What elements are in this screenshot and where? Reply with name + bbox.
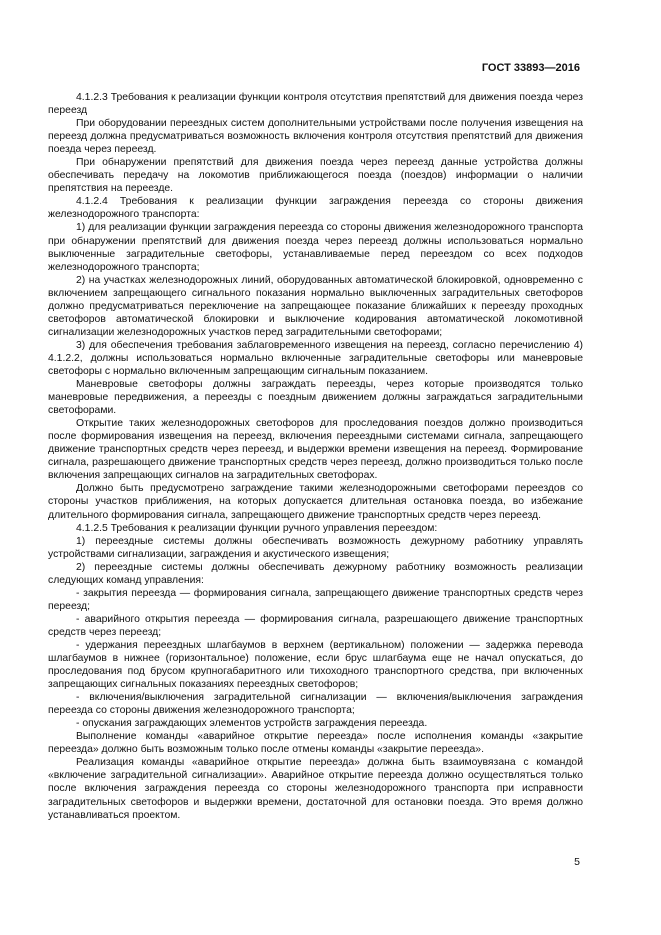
paragraph: 3) для обеспечения требования заблаговременного извещения на переезд, согласно перечислению 4) 4.1.2.2, должны использоваться нормально включенные заградительные светофоры или маневровые светофоры с нормально включенным запрещающим сигнальным показанием. [48, 339, 583, 377]
paragraph: 4.1.2.5 Требования к реализации функции ручного управления переездом: [76, 522, 438, 534]
list-item: - закрытия переезда — формирования сигнала, запрещающего движение транспортных средств через переезд; [48, 587, 583, 612]
list-item: - аварийного открытия переезда — формирования сигнала, разрешающего движение транспортных средств через переезд; [48, 613, 583, 638]
paragraph: Должно быть предусмотрено заграждение такими железнодорожными светофорами переездов со стороны участков приближения, на которых допускается длительная остановка поезда, во избежание длительного формирования сигнала, запрещающего движение транспортных средств через переезд. [48, 483, 583, 521]
paragraph: 4.1.2.3 Требования к реализации функции контроля отсутствия препятствий для движения поезда через переезд [48, 92, 583, 117]
paragraph: Маневровые светофоры должны заграждать переезды, через которые производятся только маневровые передвижения, а переезды с поездным движением должны заграждаться заградительными светофорами. [48, 379, 583, 417]
list-item: - удержания переездных шлагбаумов в верхнем (вертикальном) положении — задержка перевода шлагбаумов в нижнее (горизонтальное) положение, если брус шлагбаума еще не начал опускаться, до проследования под брусом крупногабаритного или тихоходного транспортного средства, при включенных запрещающих сигнальных показаниях переездных светофоров; [48, 639, 583, 691]
page-number: 5 [574, 856, 580, 868]
paragraph: Открытие таких железнодорожных светофоров для проследования поездов должно производиться после формирования извещения на переезд, включения переездными системами сигнала, запрещающего движение транспортных средств через переезд, и выдержки времени извещения на переезд. Формирование сигнала, разрешающего движение транспортных средств через переезд, должно производиться только после включения запрещающих сигналов на заградительных светофорах. [48, 418, 583, 482]
list-item: - включения/выключения заградительной сигнализации — включения/выключения заграждения переезда со стороны движения железнодорожного транспорта; [48, 692, 583, 717]
paragraph: 1) переездные системы должны обеспечивать возможность дежурному работнику управлять устройствами сигнализации, заграждения и акустического извещения; [48, 535, 583, 560]
paragraph: Реализация команды «аварийное открытие переезда» должна быть взаимоувязана с командой «включение заградительной сигнализации». Аварийное открытие переезда должно осуществляться только после включения заграждения переезда со стороны железнодорожного транспорта при исправности заградительных светофоров и выдержки времени, достаточной для остановки поезда. Это время должно устанавливаться проектом. [48, 757, 583, 821]
paragraph: При оборудовании переездных систем дополнительными устройствами после получения извещения на переезд должна предусматриваться возможность включения контроля отсутствия препятствий для движения поезда через переезд. [48, 118, 583, 156]
paragraph: 2) переездные системы должны обеспечивать дежурному работнику возможность реализации следующих команд управления: [48, 561, 583, 586]
paragraph: Выполнение команды «аварийное открытие переезда» после исполнения команды «закрытие переезда» должно быть возможным только после отмены команды «закрытие переезда». [48, 731, 583, 756]
paragraph: При обнаружении препятствий для движения поезда через переезд данные устройства должны обеспечивать передачу на локомотив приближающегося поезда (поездов) информации о наличии препятствия на переезде. [48, 157, 583, 195]
list-item: - опускания заграждающих элементов устройств заграждения переезда. [76, 718, 428, 730]
paragraph: 1) для реализации функции заграждения переезда со стороны движения железнодорожного транспорта при обнаружении препятствий для движения поезда через переезд должны использоваться нормально выключенные заградительные светофоры, устанавливаемые перед переездом со всех подходов железнодорожного транспорта; [48, 222, 583, 273]
paragraph: 2) на участках железнодорожных линий, оборудованных автоматической блокировкой, одновременно с включением запрещающего сигнального показания нормально выключенных заградительных светофоров должно предусматриваться переключение на запрещающее показание ближайших к переезду проходных светофоров автоматической блокировки и выключение кодирования автоматической локомотивной сигнализации железнодорожных участков перед заградительными светофорами; [48, 274, 583, 338]
document-body [48, 91, 583, 822]
paragraph: 4.1.2.4 Требования к реализации функции заграждения переезда со стороны движения железнодорожного транспорта: [48, 196, 583, 221]
document-header: ГОСТ 33893—2016 [481, 62, 580, 74]
